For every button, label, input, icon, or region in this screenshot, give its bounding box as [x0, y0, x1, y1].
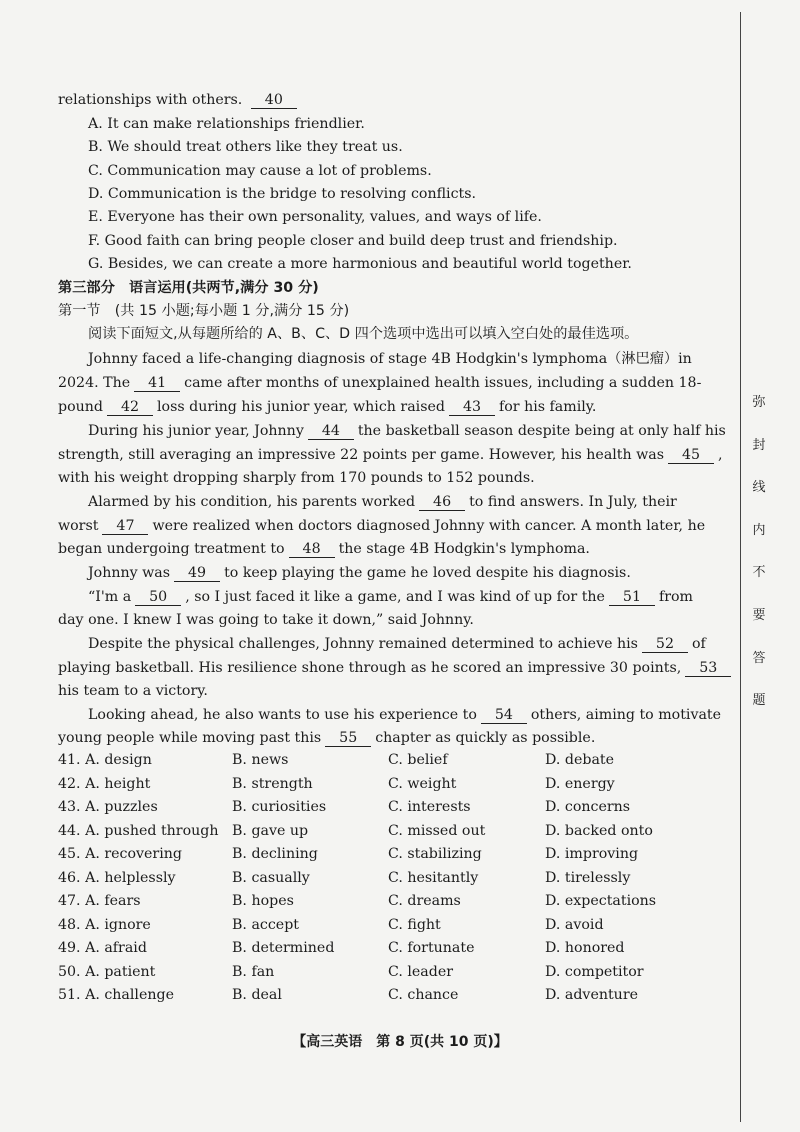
- q40-option-g: G. Besides, we can create a more harmonious and beautiful world together.: [88, 256, 632, 272]
- blank-50: 50: [135, 589, 181, 606]
- passage-line: playing basketball. His resilience shone through as he scored an impressive 30 points, 53: [58, 658, 735, 678]
- passage-line: with his weight dropping sharply from 170 pounds to 152 pounds.: [58, 470, 535, 486]
- blank-55: 55: [325, 730, 371, 747]
- passage-line: began undergoing treatment to 48 the stage 4B Hodgkin's lymphoma.: [58, 541, 590, 557]
- passage-line: Despite the physical challenges, Johnny remained determined to achieve his 52 of: [88, 636, 706, 652]
- choice-row-45: 45. A. recovering B. declining C. stabilizing D. improving: [58, 846, 639, 862]
- choice-row-49: 49. A. afraid B. determined C. fortunate D. honored: [58, 940, 625, 956]
- q40-prompt: relationships with others. 40: [58, 90, 301, 110]
- blank-53: 53: [685, 660, 731, 677]
- passage-line: Looking ahead, he also wants to use his experience to 54 others, aiming to motivate: [88, 707, 722, 723]
- passage-line: his team to a victory.: [58, 683, 208, 699]
- passage-line: “I'm a 50 , so I just faced it like a game, and I was kind of up for the 51 from: [88, 589, 693, 605]
- blank-42: 42: [107, 399, 153, 416]
- choice-row-43: 43. A. puzzles B. curiosities C. interests D. concerns: [58, 799, 631, 815]
- q40-option-c: C. Communication may cause a lot of problems.: [88, 163, 432, 179]
- q40-option-a: A. It can make relationships friendlier.: [88, 116, 365, 132]
- choice-row-44: 44. A. pushed through B. gave up C. missed out D. backed onto: [58, 822, 653, 839]
- seal-line-notice: 弥 封 线 内 不 要 答 题: [752, 395, 766, 709]
- blank-44: 44: [308, 423, 354, 440]
- choice-row-41: 41. A. design B. news C. belief D. debate: [58, 752, 615, 768]
- part3-heading: 第三部分 语言运用(共两节,满分 30 分): [58, 280, 319, 296]
- blank-45: 45: [668, 447, 714, 464]
- passage-line: 2024. The 41 came after months of unexplained health issues, including a sudden 18-: [58, 375, 702, 391]
- binding-margin-line: [740, 12, 741, 1122]
- blank-43: 43: [449, 399, 495, 416]
- choice-row-50: 50. A. patient B. fan C. leader D. competitor: [58, 963, 644, 980]
- choice-row-46: 46. A. helplessly B. casually C. hesitantly D. tirelessly: [58, 869, 631, 886]
- section1-heading: 第一节 (共 15 小题;每小题 1 分,满分 15 分): [58, 303, 350, 319]
- blank-41: 41: [134, 375, 180, 392]
- passage-line: pound 42 loss during his junior year, which raised 43 for his family.: [58, 399, 597, 415]
- passage-line: Johnny faced a life-changing diagnosis of stage 4B Hodgkin's lymphoma（淋巴瘤）in: [88, 351, 692, 367]
- blank-47: 47: [102, 518, 148, 535]
- q40-option-b: B. We should treat others like they treat us.: [88, 139, 403, 155]
- choice-row-48: 48. A. ignore B. accept C. fight D. avoid: [58, 916, 604, 933]
- passage-line: Alarmed by his condition, his parents worked 46 to find answers. In July, their: [88, 494, 677, 510]
- q40-option-e: E. Everyone has their own personality, values, and ways of life.: [88, 209, 542, 225]
- blank-49: 49: [174, 565, 220, 582]
- passage-line: worst 47 were realized when doctors diagnosed Johnny with cancer. A month later, he: [58, 518, 706, 534]
- blank-54: 54: [481, 707, 527, 724]
- choice-row-47: 47. A. fears B. hopes C. dreams D. expectations: [58, 893, 657, 909]
- page-footer: 【高三英语 第 8 页(共 10 页)】: [292, 1034, 508, 1050]
- blank-46: 46: [419, 494, 465, 511]
- choice-row-42: 42. A. height B. strength C. weight D. energy: [58, 775, 615, 792]
- q40-option-f: F. Good faith can bring people closer and build deep trust and friendship.: [88, 233, 618, 249]
- passage-line: strength, still averaging an impressive 22 points per game. However, his health was 45 ,: [58, 447, 723, 463]
- passage-line: day one. I knew I was going to take it down,” said Johnny.: [58, 612, 474, 628]
- passage-line: young people while moving past this 55 chapter as quickly as possible.: [58, 730, 596, 746]
- choice-row-51: 51. A. challenge B. deal C. chance D. adventure: [58, 987, 638, 1003]
- blank-48: 48: [289, 541, 335, 558]
- q40-option-d: D. Communication is the bridge to resolving conflicts.: [88, 186, 477, 202]
- passage-line: Johnny was 49 to keep playing the game he loved despite his diagnosis.: [88, 565, 631, 581]
- passage-line: During his junior year, Johnny 44 the basketball season despite being at only half his: [88, 423, 726, 439]
- blank-40: 40: [251, 92, 297, 109]
- section1-instruction: 阅读下面短文,从每题所给的 A、B、C、D 四个选项中选出可以填入空白处的最佳选项。: [88, 326, 639, 342]
- blank-52: 52: [642, 636, 688, 653]
- blank-51: 51: [609, 589, 655, 606]
